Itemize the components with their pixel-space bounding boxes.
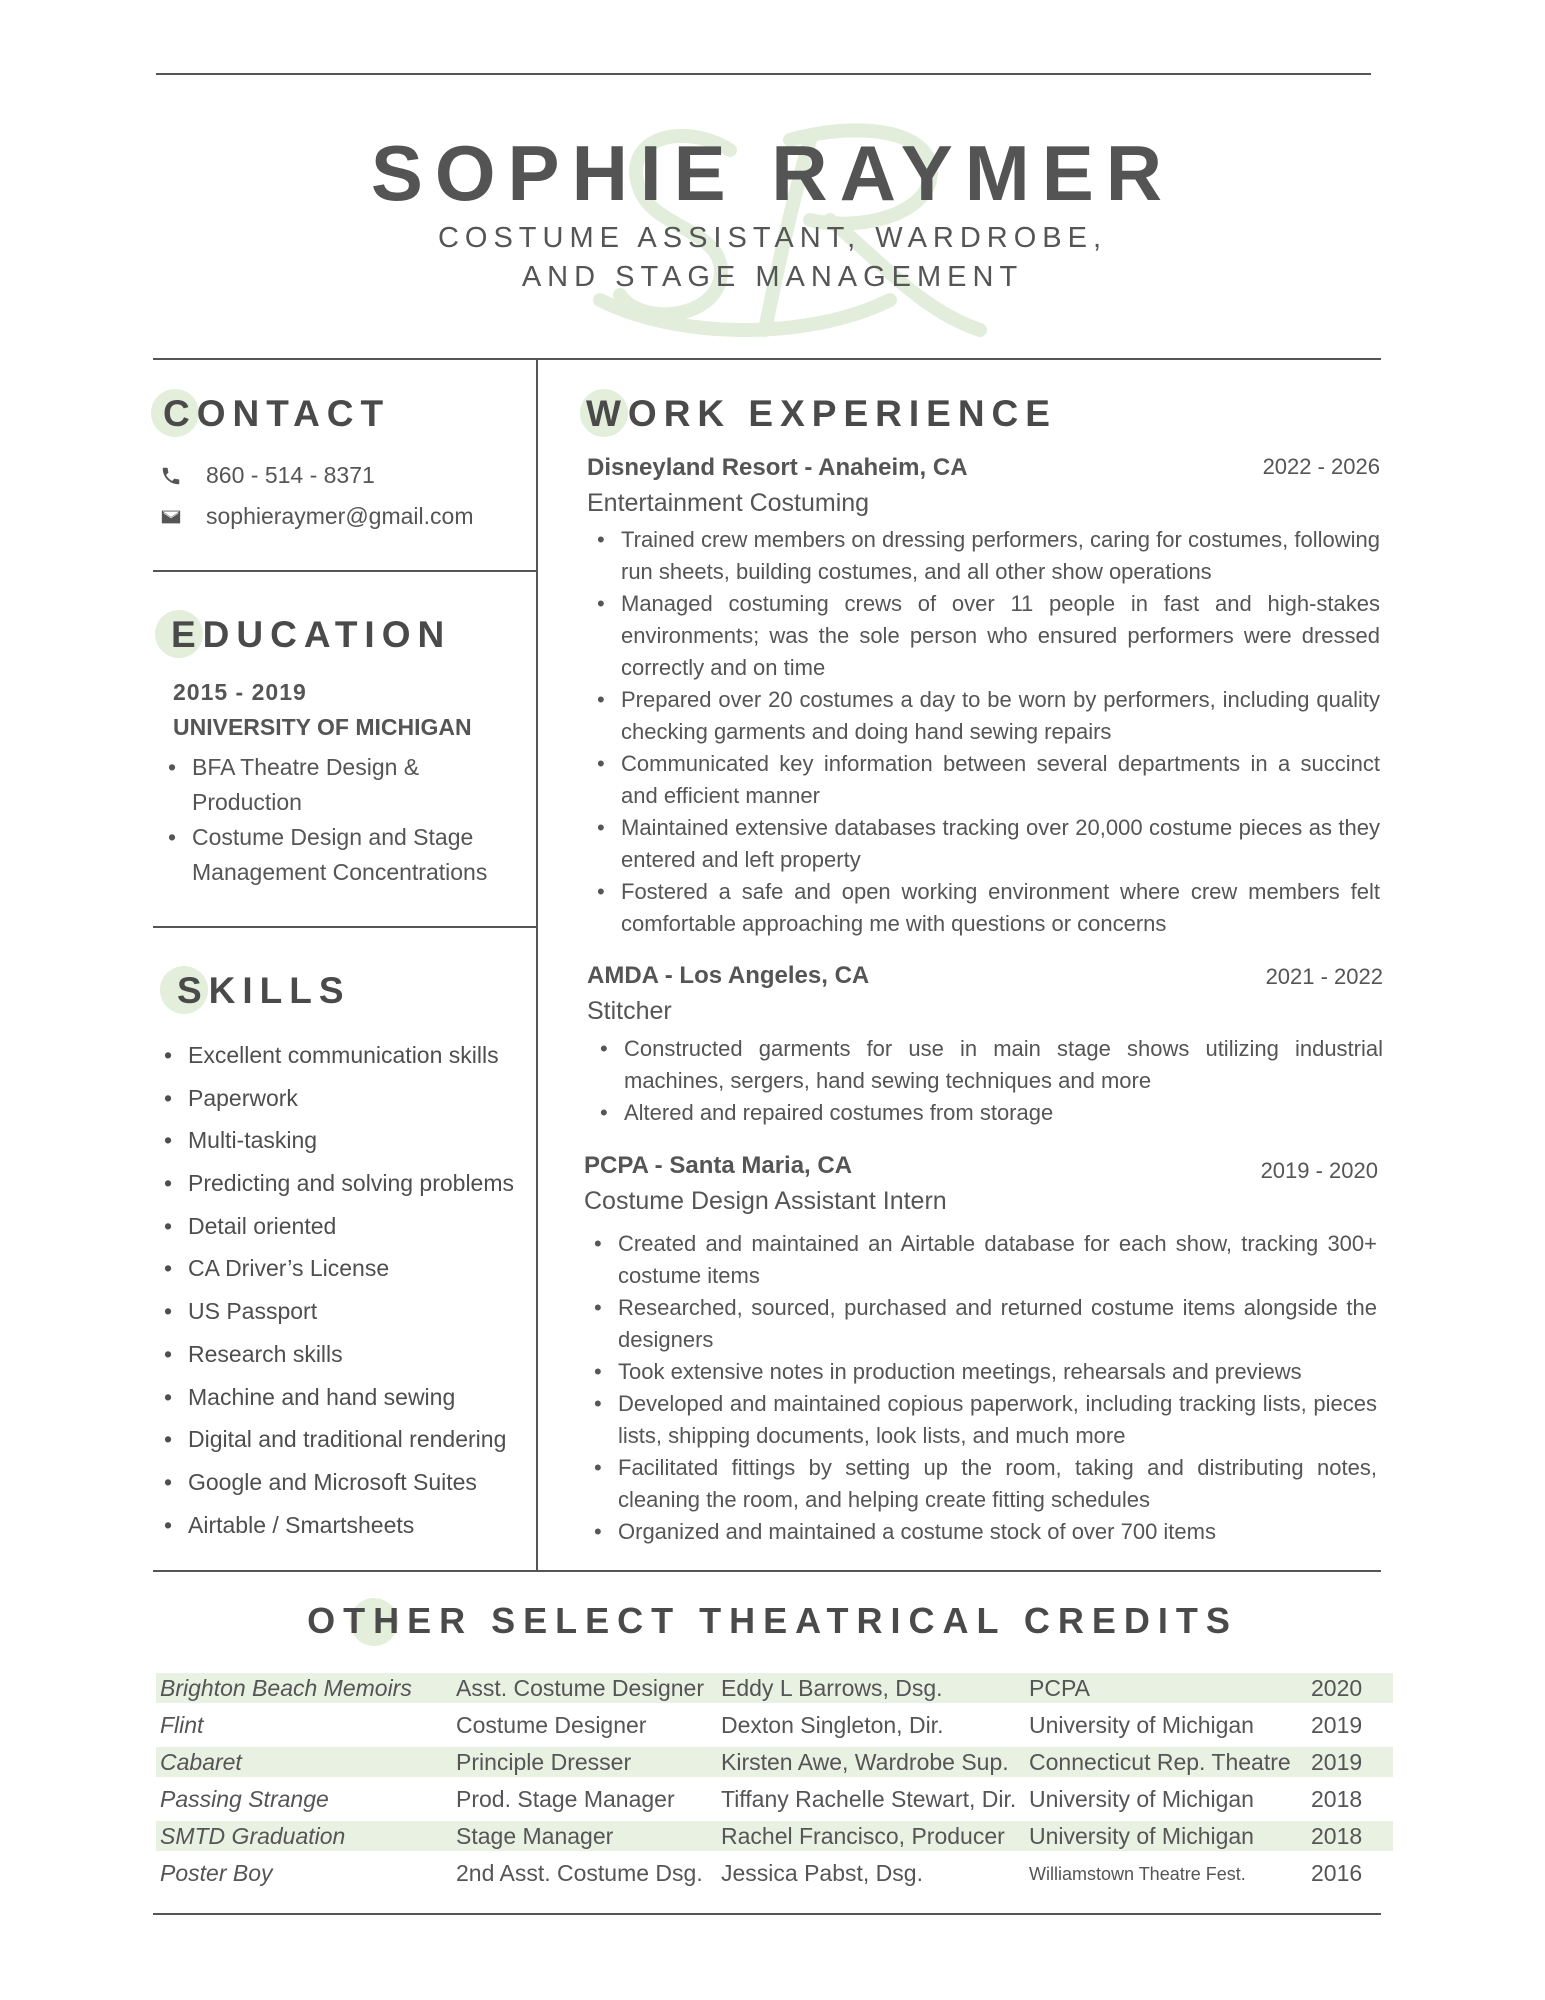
table-row [156,1821,1393,1851]
credit-company: PCPA [1029,1675,1090,1701]
list-item: • Facilitated fittings by setting up the room, taking and distributing notes, cleaning the room, and helping create fitting schedules [594,1452,1377,1516]
table-row [156,1784,1393,1814]
table-row [156,1747,1393,1777]
education-school: UNIVERSITY OF MICHIGAN [173,714,472,740]
list-item: • Researched, sourced, purchased and returned costume items alongside the designers [594,1292,1377,1356]
education-rule [153,926,536,928]
credit-company: University of Michigan [1029,1712,1254,1738]
contact-email[interactable] [160,503,474,530]
job-1-role: Entertainment Costuming [587,489,870,517]
header-rule [153,358,1381,360]
credit-year: 2016 [1311,1860,1363,1886]
job-3-bullets [594,1228,1377,1548]
credits-title: OTHER SELECT THEATRICAL CREDITS [307,1600,1238,1641]
list-item: • Google and Microsoft Suites [164,1461,524,1504]
envelope-icon [160,506,182,528]
credit-position: Prod. Stage Manager [456,1786,675,1812]
list-item: • Constructed garments for use in main stage shows utilizing industrial machines, sergers, hand sewing techniques and more [600,1033,1383,1097]
list-item: • Communicated key information between several departments in a succinct and efficient manner [597,748,1380,812]
credit-position: Asst. Costume Designer [456,1675,704,1701]
credit-supervisor: Tiffany Rachelle Stewart, Dir. [721,1786,1017,1812]
credit-position: 2nd Asst. Costume Dsg. [456,1860,703,1886]
list-item: • Machine and hand sewing [164,1376,524,1419]
phone-number: 860 - 514 - 8371 [206,462,375,488]
list-item: • Predicting and solving problems [164,1162,524,1205]
job-1-company: Disneyland Resort - Anaheim, CA [587,454,968,481]
job-1-bullets [597,524,1380,940]
job-1-years: 2022 - 2026 [1262,454,1380,479]
list-item: • Created and maintained an Airtable database for each show, tracking 300+ costume items [594,1228,1377,1292]
job-2-company: AMDA - Los Angeles, CA [587,962,870,989]
table-row [156,1858,1393,1888]
credit-show: Cabaret [160,1749,242,1775]
list-item: • Took extensive notes in production meetings, rehearsals and previews [594,1356,1377,1388]
contact-phone[interactable] [160,462,375,489]
credit-supervisor: Dexton Singleton, Dir. [721,1712,944,1738]
list-item: • Developed and maintained copious paperwork, including tracking lists, pieces lists, shipping documents, look lists, and much more [594,1388,1377,1452]
credit-show: SMTD Graduation [160,1823,346,1849]
job-2-role: Stitcher [587,997,672,1025]
list-item: • Digital and traditional rendering [164,1418,524,1461]
top-rule [156,73,1371,75]
list-item: • Organized and maintained a costume stock of over 700 items [594,1516,1377,1548]
contact-rule [153,570,536,572]
credit-year: 2018 [1311,1823,1363,1849]
list-item: • Paperwork [164,1077,524,1120]
work-title: WORK EXPERIENCE [586,393,1057,434]
job-3-company: PCPA - Santa Maria, CA [584,1152,853,1179]
list-item: • BFA Theatre Design & Production [168,750,508,820]
list-item: • Trained crew members on dressing performers, caring for costumes, following run sheets, building costumes, and all other show operations [597,524,1380,588]
credit-position: Costume Designer [456,1712,647,1738]
skills-title: SKILLS [177,970,351,1011]
list-item: • CA Driver’s License [164,1247,524,1290]
credit-company: Connecticut Rep. Theatre [1029,1749,1291,1775]
credit-supervisor: Kirsten Awe, Wardrobe Sup. [721,1749,1009,1775]
credit-year: 2019 [1311,1749,1363,1775]
list-item: • Multi-tasking [164,1119,524,1162]
credit-company: Williamstown Theatre Fest. [1029,1864,1246,1884]
credit-year: 2019 [1311,1712,1363,1738]
list-item: • Airtable / Smartsheets [164,1504,524,1547]
table-row [156,1673,1393,1703]
subtitle-line-2: AND STAGE MANAGEMENT [521,261,1024,293]
list-item: • Excellent communication skills [164,1034,524,1077]
list-item: • Research skills [164,1333,524,1376]
bottom-rule [153,1913,1381,1915]
list-item: • Altered and repaired costumes from storage [600,1097,1383,1129]
job-2-years: 2021 - 2022 [1265,964,1383,989]
table-row [156,1710,1393,1740]
education-list [168,750,508,890]
credit-position: Stage Manager [456,1823,614,1849]
job-3-role: Costume Design Assistant Intern [584,1187,947,1215]
education-title: EDUCATION [171,614,452,655]
column-divider [536,358,538,1570]
job-3-years: 2019 - 2020 [1260,1158,1378,1183]
credit-year: 2018 [1311,1786,1363,1812]
skills-list [164,1034,524,1546]
email-address: sophieraymer@gmail.com [206,503,474,529]
credit-show: Poster Boy [160,1860,273,1886]
credit-year: 2020 [1311,1675,1363,1701]
credit-supervisor: Eddy L Barrows, Dsg. [721,1675,943,1701]
credit-show: Brighton Beach Memoirs [160,1675,412,1701]
list-item: • US Passport [164,1290,524,1333]
contact-title: CONTACT [163,393,391,434]
list-item: • Costume Design and Stage Management Concentrations [168,820,508,890]
credit-supervisor: Jessica Pabst, Dsg. [721,1860,923,1886]
credit-show: Passing Strange [160,1786,329,1812]
subtitle-line-1: COSTUME ASSISTANT, WARDROBE, [437,222,1108,254]
credit-company: University of Michigan [1029,1823,1254,1849]
credit-show: Flint [160,1712,204,1738]
list-item: • Prepared over 20 costumes a day to be worn by performers, including quality checking garments and doing hand sewing repairs [597,684,1380,748]
credit-company: University of Michigan [1029,1786,1254,1812]
list-item: • Detail oriented [164,1205,524,1248]
job-2-bullets [600,1033,1383,1129]
list-item: • Maintained extensive databases tracking over 20,000 costume pieces as they entered and left property [597,812,1380,876]
candidate-name: SOPHIE RAYMER [370,129,1175,217]
phone-icon [160,465,182,487]
list-item: • Fostered a safe and open working environment where crew members felt comfortable approaching me with questions or concerns [597,876,1380,940]
credit-supervisor: Rachel Francisco, Producer [721,1823,1005,1849]
credits-top-rule [153,1570,1381,1572]
credit-position: Principle Dresser [456,1749,632,1775]
list-item: • Managed costuming crews of over 11 people in fast and high-stakes environments; was the sole person who ensured performers were dressed correctly and on time [597,588,1380,684]
education-years: 2015 - 2019 [173,679,307,705]
